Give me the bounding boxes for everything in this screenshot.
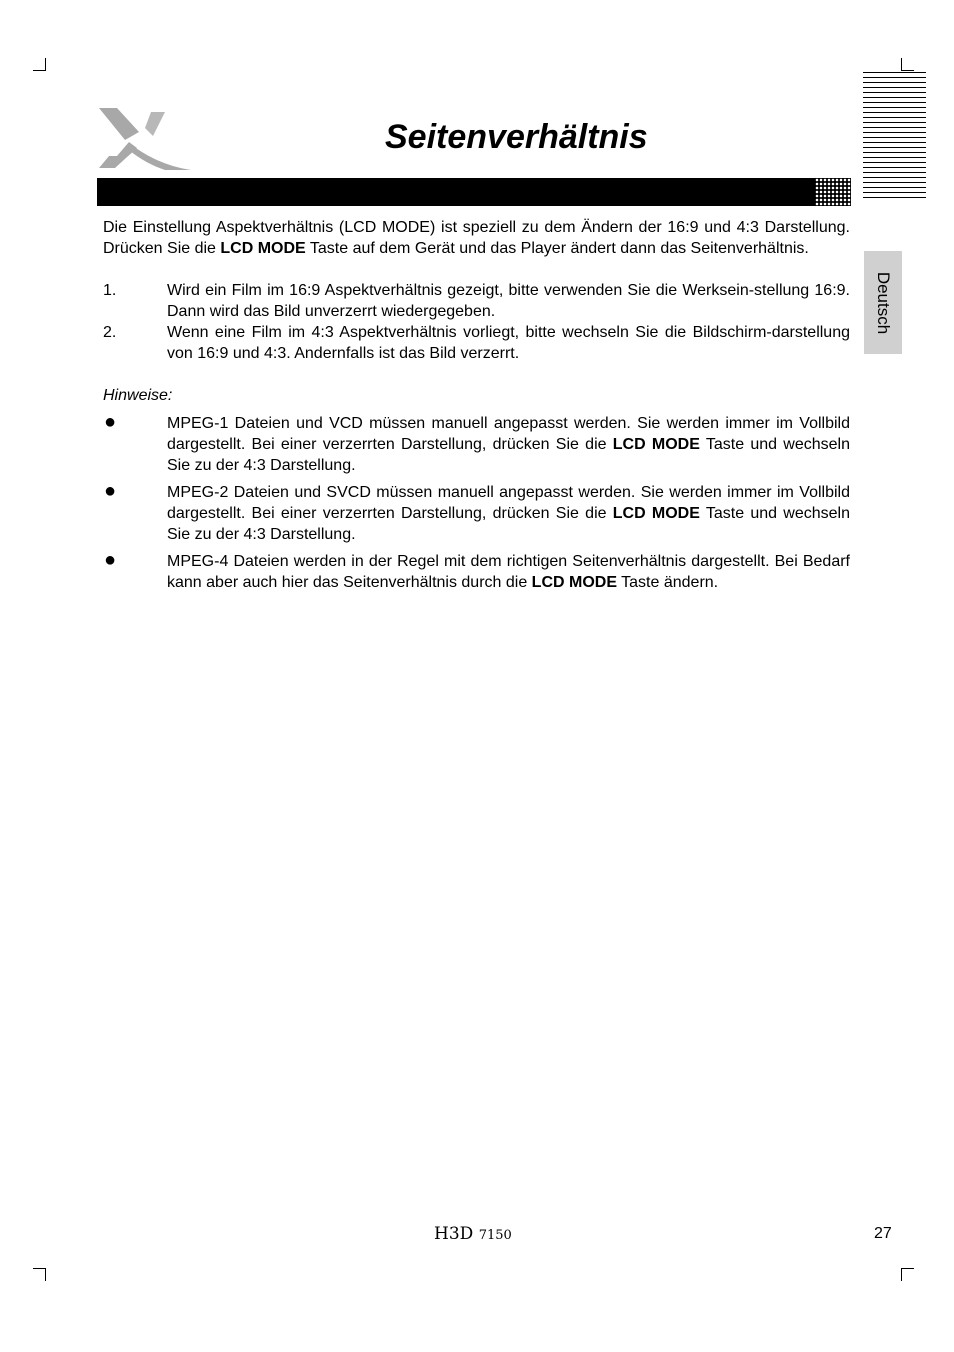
note-text-1: MPEG-1 Dateien und VCD müssen manuell angepasst werden. Sie werden immer im Vollbild dargestellt. Bei einer verzerrten Darstellung, drücken Sie die [167, 415, 850, 453]
note-text-2: Taste ändern. [617, 574, 719, 591]
intro-text-1: Die Einstellung Aspektverhältnis (LCD MODE) ist speziell zu dem Ändern der 16:9 und 4:3 Darstellung. Drücken Sie die [103, 219, 850, 257]
list-number: 2. [103, 324, 117, 341]
bullet-icon: ● [104, 549, 117, 571]
list-item-text: Wenn eine Film im 4:3 Aspektverhältnis vorliegt, bitte wechseln Sie die Bildschirm-darstellung von 16:9 und 4:3. Andernfalls ist das Bild verzerrt. [167, 324, 850, 362]
model-name: H3D [434, 1224, 474, 1244]
note-bold-key: LCD MODE [531, 574, 617, 591]
note-text-1: MPEG-2 Dateien und SVCD müssen manuell angepasst werden. Sie werden immer im Vollbild dargestellt. Bei einer verzerrten Darstellung, drücken Sie die [167, 484, 850, 522]
crop-mark-bottom-left [33, 1268, 46, 1281]
list-item [103, 280, 850, 322]
bullet-icon: ● [104, 480, 117, 502]
note-text-2: Taste und wechseln Sie zu der 4:3 Darstellung. [167, 505, 851, 543]
margin-stripes [863, 72, 926, 200]
note-bold-key: LCD MODE [612, 436, 700, 453]
model-number: 7150 [478, 1228, 512, 1243]
note-item [103, 482, 850, 545]
page-title: Seitenverhältnis [385, 118, 648, 156]
notes-heading: Hinweise: [103, 387, 173, 404]
numbered-list [103, 280, 850, 364]
note-text-1: MPEG-4 Dateien werden in der Regel mit dem richtigen Seitenverhältnis dargestellt. Bei Bedarf kann aber auch hier das Seitenverhältnis durch die [167, 553, 850, 591]
crop-mark-top-right [901, 58, 914, 71]
language-tab-label: Deutsch [874, 271, 893, 334]
list-number: 1. [103, 282, 117, 299]
note-text-2: Taste und wechseln Sie zu der 4:3 Darstellung. [167, 436, 851, 474]
title-bar-dot-pattern [815, 178, 851, 206]
note-item [103, 551, 850, 593]
intro-paragraph [103, 217, 850, 259]
intro-bold-key: LCD MODE [220, 240, 306, 257]
x-brand-logo-icon [95, 106, 193, 172]
list-item-text: Wird ein Film im 16:9 Aspektverhältnis gezeigt, bitte verwenden Sie die Werksein-stellung 16:9. Dann wird das Bild unverzerrt wiedergegeben. [167, 282, 850, 320]
crop-mark-bottom-right [901, 1268, 914, 1281]
list-item [103, 322, 850, 364]
page-number: 27 [874, 1225, 892, 1242]
language-tab [864, 251, 902, 354]
crop-mark-top-left [33, 58, 46, 71]
note-item [103, 413, 850, 476]
main-content [103, 217, 850, 599]
bullet-icon: ● [104, 411, 117, 433]
note-bold-key: LCD MODE [612, 505, 700, 522]
intro-text-2: Taste auf dem Gerät und das Player ändert dann das Seitenverhältnis. [305, 240, 809, 257]
footer-model [434, 1224, 512, 1244]
title-bar [97, 178, 851, 206]
